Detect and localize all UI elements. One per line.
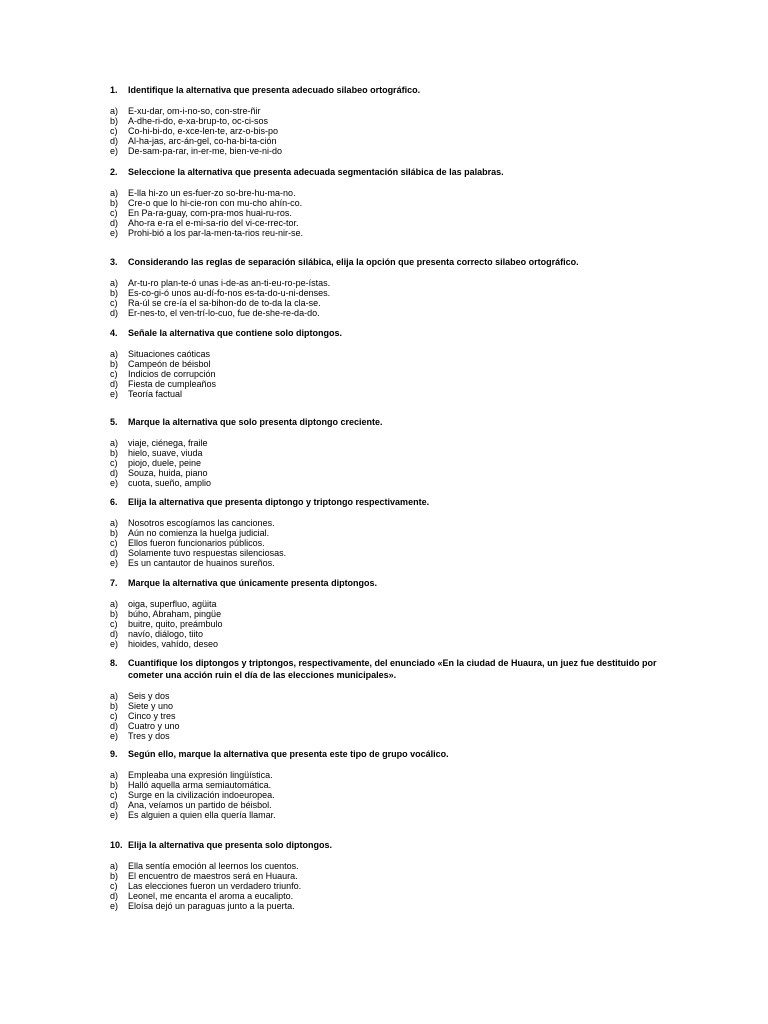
- question-8: [110, 657, 670, 741]
- question-header: [110, 256, 670, 268]
- question-text: Señale la alternativa que contiene solo diptongos.: [128, 328, 343, 338]
- option-letter: e): [110, 809, 119, 820]
- option-letter: a): [110, 770, 119, 780]
- option-letter: a): [110, 188, 119, 198]
- option-text: Halló aquella arma semiautomática.: [128, 779, 272, 790]
- option-text: Prohi-bió a los par-la-men-ta-rios reu-nir-se.: [128, 227, 304, 238]
- option-text: Es-co-gi-ó unos au-dí-fo-nos es-ta-do-u-ni-denses.: [128, 287, 331, 298]
- option-text: En Pa-ra-guay, com-pra-mos huai-ru-ros.: [128, 207, 292, 218]
- option-item: [110, 902, 670, 912]
- options-list: [110, 771, 670, 820]
- option-letter: e): [110, 557, 119, 568]
- question-header: [110, 577, 670, 589]
- option-letter: b): [110, 447, 119, 458]
- option-letter: e): [110, 145, 119, 156]
- option-letter: e): [110, 730, 119, 741]
- options-list: [110, 692, 670, 741]
- option-item: [110, 702, 670, 712]
- option-item: [110, 229, 670, 239]
- options-list: [110, 279, 670, 319]
- question-text: Identifique la alternativa que presenta adecuado silabeo ortográfico.: [128, 85, 421, 95]
- option-item: [110, 479, 670, 489]
- option-text: Er-nes-to, el ven-trí-lo-cuo, fue de-she-re-da-do.: [128, 307, 320, 318]
- question-number: 8.: [110, 658, 118, 668]
- option-text: E-lla hi-zo un es-fuer-zo so-bre-hu-ma-no.: [128, 188, 296, 198]
- option-text: cuota, sueño, amplio: [128, 477, 212, 488]
- option-item: [110, 692, 670, 702]
- option-letter: d): [110, 135, 119, 146]
- question-number: 1.: [110, 85, 118, 95]
- option-text: Ana, veíamos un partido de béisbol.: [128, 799, 272, 810]
- option-letter: e): [110, 227, 119, 238]
- option-text: Co-hi-bi-do, e-xce-len-te, arz-o-bis-po: [128, 125, 279, 136]
- option-text: Cinco y tres: [128, 710, 176, 721]
- question-9: [110, 748, 670, 820]
- option-letter: d): [110, 467, 119, 478]
- option-letter: d): [110, 890, 119, 901]
- question-5: [110, 416, 670, 488]
- option-text: Ella sentía emoción al leernos los cuentos.: [128, 861, 299, 871]
- option-text: Seis y dos: [128, 691, 170, 701]
- options-list: [110, 189, 670, 238]
- option-text: Solamente tuvo respuestas silenciosas.: [128, 547, 287, 558]
- option-letter: c): [110, 297, 118, 308]
- option-letter: d): [110, 307, 119, 318]
- options-list: [110, 519, 670, 568]
- option-text: Souza, huida, piano: [128, 467, 208, 478]
- option-item: [110, 147, 670, 157]
- option-letter: a): [110, 599, 119, 609]
- option-letter: a): [110, 691, 119, 701]
- option-text: De-sam-pa-rar, in-er-me, bien-ve-ni-do: [128, 145, 283, 156]
- options-list: [110, 439, 670, 488]
- options-list: [110, 107, 670, 156]
- question-text: Elija la alternativa que presenta diptongo y triptongo respectivamente.: [128, 497, 430, 507]
- option-letter: c): [110, 207, 118, 218]
- option-letter: d): [110, 628, 119, 639]
- option-item: [110, 390, 670, 400]
- question-header: [110, 166, 670, 178]
- option-text: El encuentro de maestros será en Huaura.: [128, 870, 298, 881]
- option-text: Empleaba una expresión lingüística.: [128, 770, 273, 780]
- options-list: [110, 350, 670, 399]
- option-letter: e): [110, 477, 119, 488]
- option-text: Cuatro y uno: [128, 720, 180, 731]
- option-text: oiga, superfluo, agüita: [128, 599, 217, 609]
- question-text: Según ello, marque la alternativa que presenta este tipo de grupo vocálico.: [128, 749, 449, 759]
- option-text: búho, Abraham, pingüe: [128, 608, 222, 619]
- option-text: buitre, quito, preámbulo: [128, 618, 223, 629]
- question-header: [110, 416, 670, 428]
- option-letter: d): [110, 799, 119, 810]
- question-number: 6.: [110, 497, 118, 507]
- option-text: piojo, duele, peine: [128, 457, 202, 468]
- option-letter: d): [110, 720, 119, 731]
- option-text: Eloísa dejó un paraguas junto a la puerta.: [128, 900, 295, 911]
- option-letter: a): [110, 861, 119, 871]
- option-item: [110, 712, 670, 722]
- question-number: 2.: [110, 167, 118, 177]
- question-header: [110, 839, 670, 851]
- option-text: Ra-úl se cre-ía el sa-bihon-do de to-da la cla-se.: [128, 297, 321, 308]
- option-text: Aho-ra e-ra el e-mi-sa-rio del vi-ce-rrec-tor.: [128, 217, 299, 228]
- option-item: [110, 559, 670, 569]
- option-text: Indicios de corrupción: [128, 368, 216, 379]
- option-letter: a): [110, 438, 119, 448]
- option-text: Surge en la civilización indoeuropea.: [128, 789, 275, 800]
- option-text: Campeón de béisbol: [128, 358, 211, 369]
- option-text: navío, diálogo, tiito: [128, 628, 204, 639]
- option-item: [110, 380, 670, 390]
- option-letter: b): [110, 115, 119, 126]
- option-item: [110, 722, 670, 732]
- option-text: Situaciones caóticas: [128, 349, 211, 359]
- question-number: 3.: [110, 257, 118, 267]
- question-6: [110, 496, 670, 568]
- option-letter: a): [110, 349, 119, 359]
- option-item: [110, 309, 670, 319]
- option-letter: e): [110, 900, 119, 911]
- option-letter: d): [110, 217, 119, 228]
- option-letter: c): [110, 710, 118, 721]
- option-item: [110, 732, 670, 742]
- option-letter: a): [110, 518, 119, 528]
- options-list: [110, 862, 670, 911]
- question-text: Marque la alternativa que únicamente presenta diptongos.: [128, 578, 378, 588]
- option-letter: b): [110, 287, 119, 298]
- option-text: Es alguien a quien ella quería llamar.: [128, 809, 276, 820]
- question-text: Elija la alternativa que presenta solo diptongos.: [128, 840, 333, 850]
- option-item: [110, 811, 670, 821]
- question-text: Cuantifique los diptongos y triptongos, respectivamente, del enunciado «En la ciudad de Huaura, un juez fue destituido por cometer una acción ruin el día de las elecciones municipales».: [128, 658, 657, 680]
- option-text: Ellos fueron funcionarios públicos.: [128, 537, 265, 548]
- question-number: 4.: [110, 328, 118, 338]
- option-letter: b): [110, 197, 119, 208]
- question-10: [110, 839, 670, 911]
- question-header: [110, 657, 670, 681]
- question-1: [110, 84, 670, 156]
- option-text: Fiesta de cumpleaños: [128, 378, 217, 389]
- option-letter: c): [110, 457, 118, 468]
- option-text: Aún no comienza la huelga judicial.: [128, 527, 270, 538]
- option-text: Leonel, me encanta el aroma a eucalipto.: [128, 890, 294, 901]
- question-4: [110, 327, 670, 399]
- option-letter: d): [110, 378, 119, 389]
- option-letter: b): [110, 608, 119, 619]
- option-text: hielo, suave, viuda: [128, 447, 203, 458]
- question-header: [110, 327, 670, 339]
- question-number: 9.: [110, 749, 118, 759]
- option-letter: c): [110, 125, 118, 136]
- option-letter: c): [110, 880, 118, 891]
- question-number: 10.: [110, 840, 123, 850]
- option-letter: e): [110, 388, 119, 399]
- question-text: Seleccione la alternativa que presenta adecuada segmentación silábica de las palabras.: [128, 167, 504, 177]
- option-text: Nosotros escogíamos las canciones.: [128, 518, 275, 528]
- option-text: Cre-o que lo hi-cie-ron con mu-cho ahín-co.: [128, 197, 303, 208]
- option-letter: c): [110, 618, 118, 629]
- question-text: Marque la alternativa que solo presenta diptongo creciente.: [128, 417, 383, 427]
- option-letter: c): [110, 789, 118, 800]
- option-letter: b): [110, 700, 119, 711]
- option-letter: b): [110, 870, 119, 881]
- option-letter: c): [110, 537, 118, 548]
- question-3: [110, 256, 670, 319]
- option-letter: b): [110, 527, 119, 538]
- option-text: Tres y dos: [128, 730, 170, 741]
- option-letter: d): [110, 547, 119, 558]
- option-letter: c): [110, 368, 118, 379]
- question-number: 7.: [110, 578, 118, 588]
- option-text: Es un cantautor de huainos sureños.: [128, 557, 275, 568]
- option-text: E-xu-dar, om-i-no-so, con-stre-ñir: [128, 106, 261, 116]
- option-text: A-dhe-ri-do, e-xa-brup-to, oc-ci-sos: [128, 115, 269, 126]
- option-text: Las elecciones fueron un verdadero triunfo.: [128, 880, 302, 891]
- option-letter: b): [110, 779, 119, 790]
- option-letter: a): [110, 106, 119, 116]
- question-header: [110, 748, 670, 760]
- question-2: [110, 166, 670, 238]
- question-text: Considerando las reglas de separación silábica, elija la opción que presenta correcto silabeo ortográfico.: [128, 257, 579, 267]
- question-header: [110, 84, 670, 96]
- option-text: hioides, vahído, deseo: [128, 638, 219, 649]
- option-item: [110, 640, 670, 650]
- option-text: Al-ha-jas, arc-án-gel, co-ha-bi-ta-ción: [128, 135, 277, 146]
- option-letter: a): [110, 278, 119, 288]
- option-letter: e): [110, 638, 119, 649]
- option-text: viaje, ciénega, fraile: [128, 438, 208, 448]
- options-list: [110, 600, 670, 649]
- option-text: Ar-tu-ro plan-te-ó unas i-de-as an-ti-eu-ro-pe-ístas.: [128, 278, 331, 288]
- option-text: Teoría factual: [128, 388, 183, 399]
- question-header: [110, 496, 670, 508]
- option-letter: b): [110, 358, 119, 369]
- question-7: [110, 577, 670, 649]
- option-text: Siete y uno: [128, 700, 174, 711]
- question-number: 5.: [110, 417, 118, 427]
